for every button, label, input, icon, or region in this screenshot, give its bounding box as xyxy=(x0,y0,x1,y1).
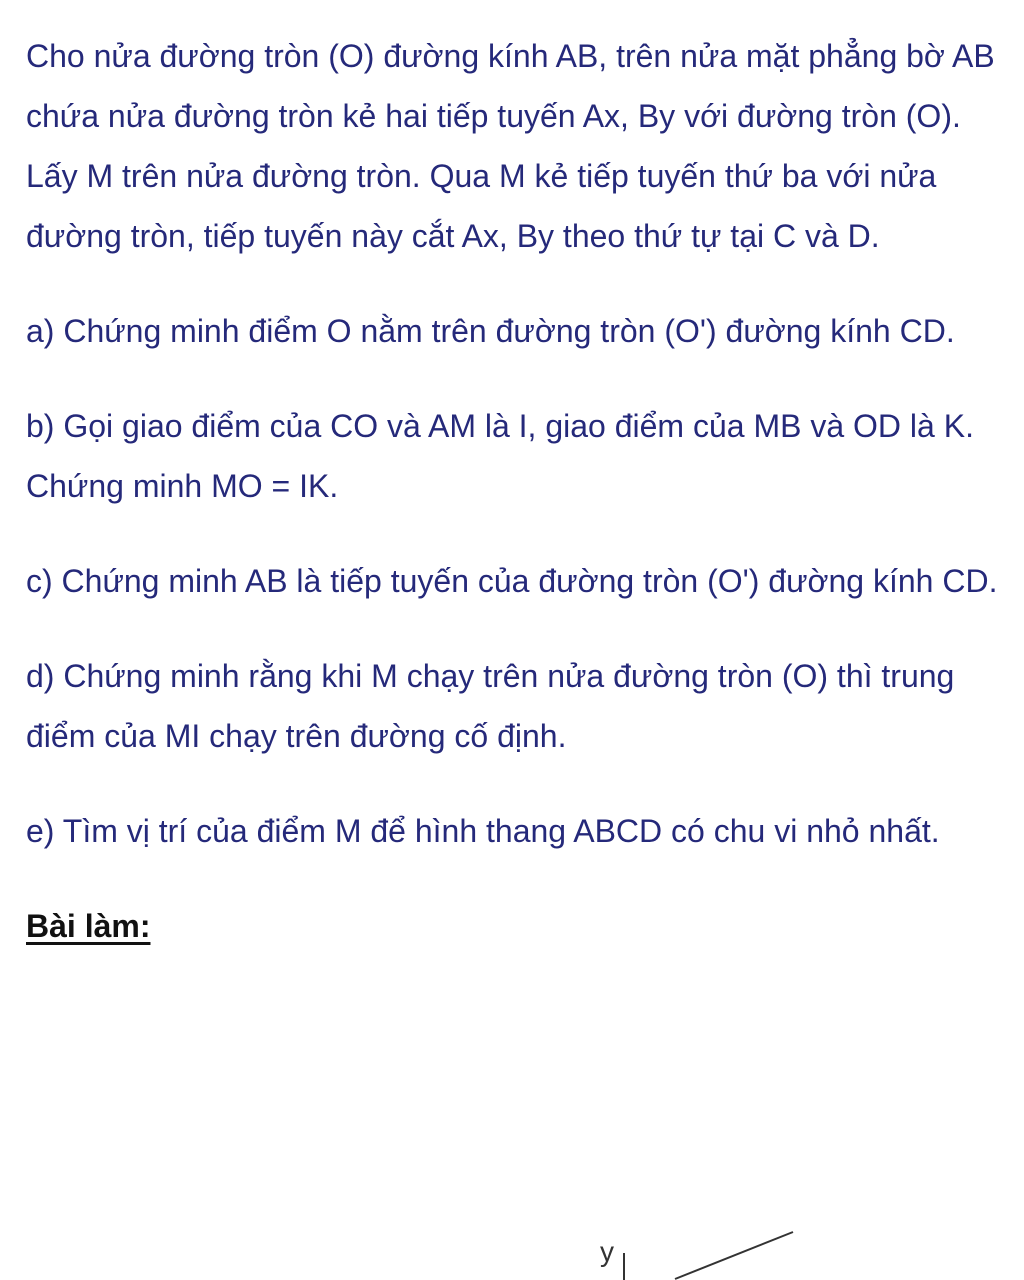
part-b: b) Gọi giao điểm của CO và AM là I, giao điểm của MB và OD là K. Chứng minh MO = IK. xyxy=(26,408,974,504)
geometry-figure xyxy=(560,1215,820,1280)
solution-heading: Bài làm: xyxy=(26,908,151,944)
problem-intro: Cho nửa đường tròn (O) đường kính AB, trên nửa mặt phẳng bờ AB chứa nửa đường tròn kẻ hai tiếp tuyến Ax, By với đường tròn (O). Lấy M trên nửa đường tròn. Qua M kẻ tiếp tuyến thứ ba với nửa đường tròn, tiếp tuyến này cắt Ax, By theo thứ tự tại C và D. xyxy=(26,38,995,254)
part-e: e) Tìm vị trí của điểm M để hình thang ABCD có chu vi nhỏ nhất. xyxy=(26,813,940,849)
problem-text xyxy=(26,26,1001,956)
part-c: c) Chứng minh AB là tiếp tuyến của đường tròn (O') đường kính CD. xyxy=(26,563,998,599)
figure-label-y: y xyxy=(600,1236,614,1267)
part-a: a) Chứng minh điểm O nằm trên đường tròn (O') đường kính CD. xyxy=(26,313,955,349)
figure-tangent-line xyxy=(675,1232,793,1279)
part-d: d) Chứng minh rằng khi M chạy trên nửa đường tròn (O) thì trung điểm của MI chạy trên đường cố định. xyxy=(26,658,955,754)
